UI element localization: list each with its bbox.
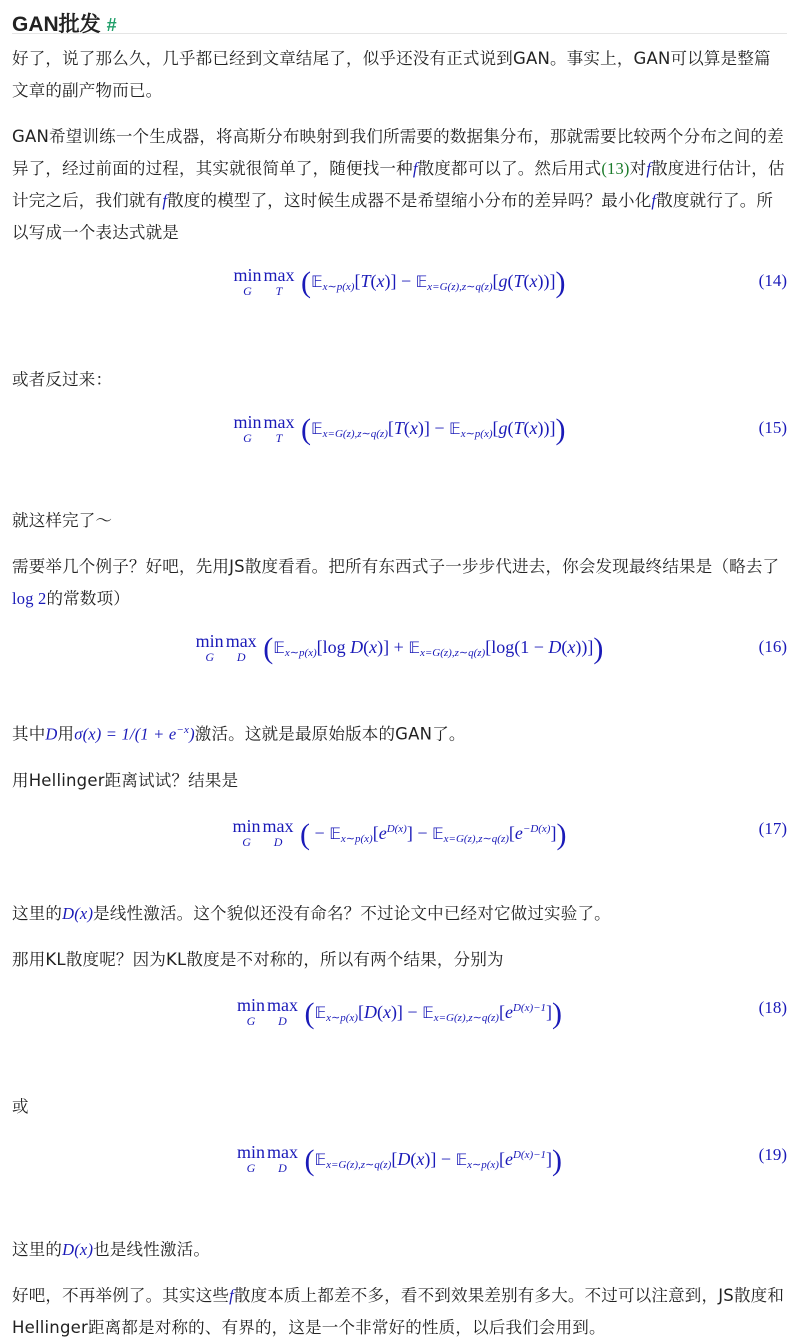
paragraph-hellinger: 用Hellinger距离试试？结果是 xyxy=(12,770,239,790)
paragraph-linear-again: 这里的D(x)也是线性激活。 xyxy=(12,1239,211,1259)
section-heading xyxy=(12,0,787,34)
paragraph-linear-activation: 这里的D(x)是线性激活。这个貌似还没有命名？不过论文中已经对它做过实验了。 xyxy=(12,903,611,923)
paragraph-sigmoid: 其中D用$\sigma(x) = 1/(1 + e^{-x})$激活。这就是最原始版本的GAN了。 xyxy=(12,724,466,744)
equation-number: (14) xyxy=(758,271,787,290)
paragraph-kl: 那用KL散度呢？因为KL散度是不对称的，所以有两个结果，分别为 xyxy=(12,949,504,969)
paragraph-gan-description: GAN希望训练一个生成器，将高斯分布映射到我们所需要的数据集分布，那就需要比较两个分布之间的差异了，经过前面的过程，其实就很简单了，随便找一种f散度都可以了。然后用式(13)对f散度进行估计，估计完之后，我们就有f散度的模型了，这时候生成器不是希望缩小分布的差异吗？最小化f散度就行了。所以写成一个表达式就是 xyxy=(12,127,785,242)
equation-15: min G max T (𝔼$_{x=G(z),z\sim q(z)}$[T(x)] − 𝔼$_{x\sim p(x)}$[g(T(x))]) (15) xyxy=(12,399,787,457)
equation-number: (16) xyxy=(758,637,787,656)
equation-number: (18) xyxy=(758,997,787,1017)
heading-title: GAN批发 xyxy=(12,13,101,36)
equation-18: min G max D (𝔼$_{x\sim p(x)}$[D(x)] − $𝔼_{x=G(z),z\sim q(z)}[e^{D(x)-1}]$) (18) xyxy=(12,979,787,1037)
equation-number: (19) xyxy=(758,1144,787,1164)
paragraph-conclusion: 好吧，不再举例了。其实这些f散度本质上都差不多，看不到效果差别有多大。不过可以注意到，JS散度和Hellinger距离都是对称的、有界的，这是一个非常好的性质，以后我们会用到。 xyxy=(12,1285,785,1337)
equation-19: min G max D (𝔼$_{x=G(z),z\sim q(z)}$[D(x)] − $𝔼_{x\sim p(x)}[e^{D(x)-1}]$) (19) xyxy=(12,1126,787,1184)
paragraph-js-example: 需要举几个例子？好吧，先用JS散度看看。把所有东西式子一步步代进去，你会发现最终结果是（略去了log 2的常数项） xyxy=(12,557,780,608)
equation-14: min G max T (𝔼$_{x\sim p(x)}$[T(x)] − 𝔼$_{x=G(z),z\sim q(z)}$[g(T(x))]) (14) xyxy=(12,252,787,310)
equation-17: min G max D ( − $𝔼_{x\sim p(x)}[e^{D(x)}]$ − $𝔼_{x=G(z),z\sim q(z)}[e^{-D(x)}]$) (17) xyxy=(12,800,787,858)
equation-number: (17) xyxy=(758,818,787,838)
paragraph-intro: 好了，说了那么久，几乎都已经到文章结尾了，似乎还没有正式说到GAN。事实上，GAN可以算是整篇文章的副产物而已。 xyxy=(12,49,771,100)
equation-number: (15) xyxy=(758,418,787,437)
paragraph-reverse: 或者反过来： xyxy=(12,370,113,389)
paragraph-done: 就这样完了～ xyxy=(12,511,113,530)
paragraph-or: 或 xyxy=(12,1096,29,1116)
equation-16: min G max D (𝔼$_{x\sim p(x)}$[log D(x)] + 𝔼$_{x=G(z),z\sim q(z)}$[log(1 − D(x))]) (16) xyxy=(12,618,787,676)
equation-reference-link[interactable]: (13) xyxy=(601,159,630,178)
heading-anchor-link[interactable]: # xyxy=(106,15,117,35)
